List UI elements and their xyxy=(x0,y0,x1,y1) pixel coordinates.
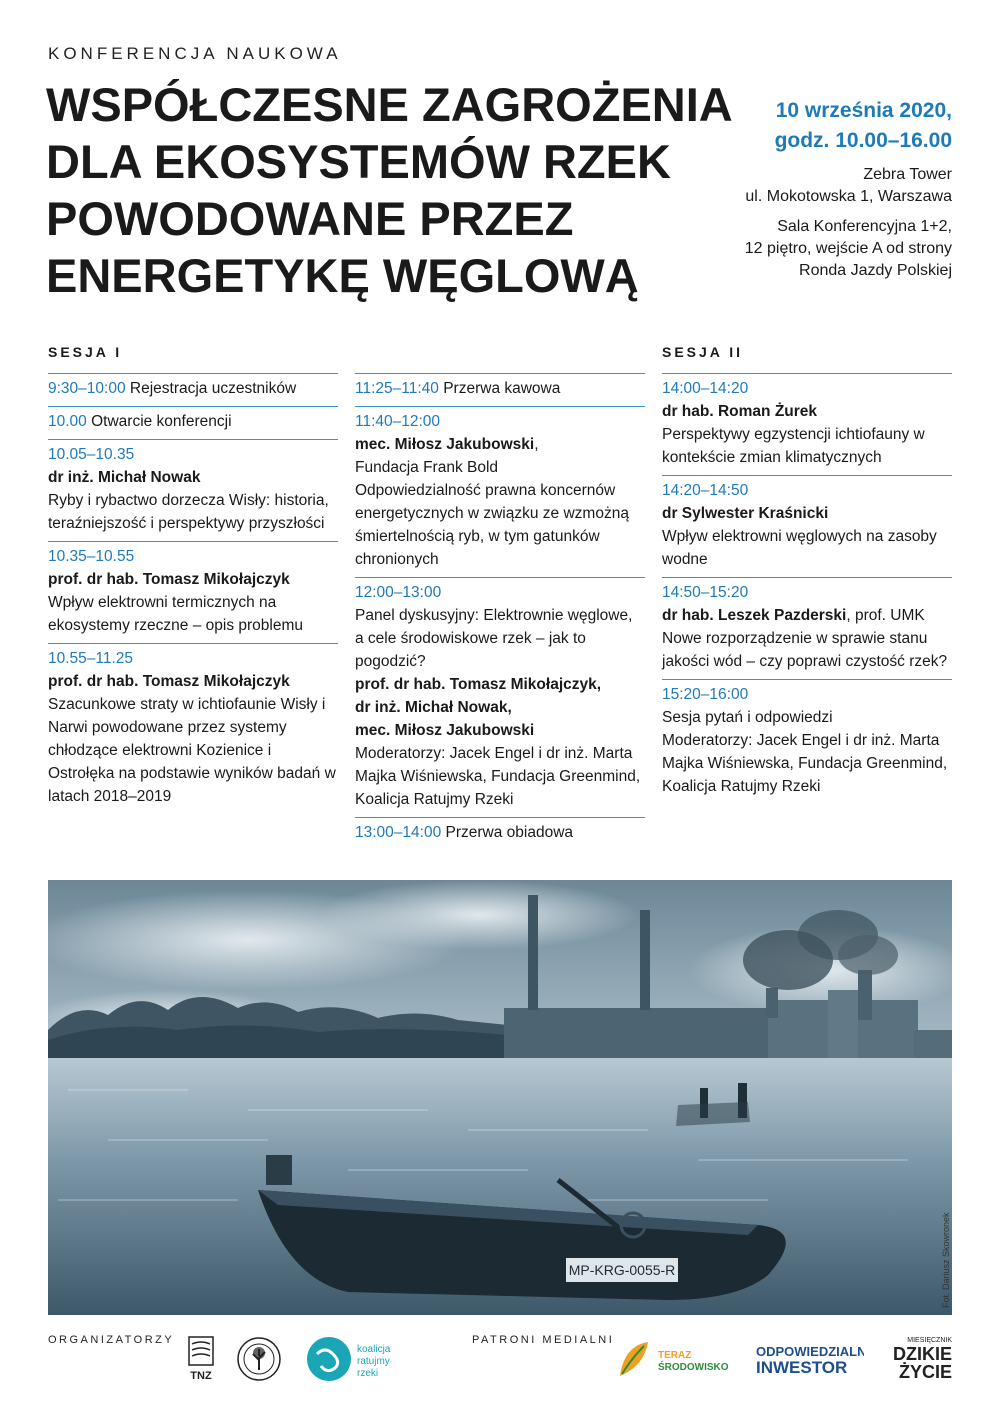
entry-time: 11:40–12:00 xyxy=(355,413,441,430)
entry-moderators: Moderatorzy: Jacek Engel i dr inż. Marta Majka Wiśniewska, Fundacja Greenmind, Koalicja Ratujmy Rzeki xyxy=(355,745,641,808)
patrons-label: PATRONI MEDIALNI xyxy=(472,1334,615,1346)
entry-speaker: dr hab. Roman Żurek xyxy=(662,403,818,420)
entry-speaker: mec. Miłosz Jakubowski xyxy=(355,722,535,739)
koalicja-line: koalicja xyxy=(357,1344,391,1355)
entry-speaker: prof. dr hab. Tomasz Mikołajczyk xyxy=(48,571,290,588)
entry-time: 10.55–11.25 xyxy=(48,650,134,667)
entry-time: 14:50–15:20 xyxy=(662,584,749,601)
session-2-label: SESJA II xyxy=(662,344,744,360)
entry-title: Przerwa kawowa xyxy=(438,380,561,397)
teraz-label: TERAZ xyxy=(658,1350,692,1361)
koalicja-line: ratujmy xyxy=(357,1356,390,1367)
entry-moderators: Moderatorzy: Jacek Engel i dr inż. Marta Majka Wiśniewska, Fundacja Greenmind, Koalicja Ratujmy Rzeki xyxy=(662,732,948,795)
title-line: ENERGETYKĘ WĘGLOWĄ xyxy=(46,249,639,302)
entry-title: Wpływ elektrowni termicznych na ekosystemy rzeczne – opis problemu xyxy=(48,594,304,634)
teraz-srodowisko-logo xyxy=(614,1336,734,1380)
title-line: POWODOWANE PRZEZ xyxy=(46,192,574,245)
entry-title: Odpowiedzialność prawna koncernów energetycznych w związku ze wzmożną śmiertelnością ryb, w tym gatunków chronionych xyxy=(355,482,629,568)
entry-time: 14:20–14:50 xyxy=(662,482,749,499)
program-column-3 xyxy=(662,340,952,804)
dzikie-zycie-logo xyxy=(870,1334,954,1384)
program-entry xyxy=(48,541,338,643)
entry-title: Wpływ elektrowni węglowych na zasoby wodne xyxy=(662,528,937,568)
program-entry xyxy=(662,679,952,804)
entry-time: 11:25–11:40 xyxy=(355,380,439,397)
program-entry xyxy=(355,577,645,817)
program-entry xyxy=(662,577,952,679)
venue xyxy=(652,164,952,208)
river-power-plant-photo xyxy=(48,880,952,1315)
photo-credit: Fot. Dariusz Skowronek xyxy=(941,1212,951,1308)
program-entry xyxy=(662,475,952,577)
venue-address: ul. Mokotowska 1, Warszawa xyxy=(745,188,952,205)
entry-time: 13:00–14:00 xyxy=(355,824,442,841)
program-column-2 xyxy=(355,340,645,850)
river-drop-icon xyxy=(305,1334,415,1384)
entry-time: 10.00 xyxy=(48,413,87,430)
inwestor-label: INWESTOR xyxy=(756,1358,848,1377)
entry-speaker: prof. dr hab. Tomasz Mikołajczyk, xyxy=(355,676,602,693)
entry-time: 10.35–10.55 xyxy=(48,548,135,565)
entry-title: Otwarcie konferencji xyxy=(86,413,232,430)
srodowisko-label: ŚRODOWISKO xyxy=(658,1362,729,1373)
program-entry xyxy=(48,643,338,814)
tnz-label: TNZ xyxy=(190,1370,212,1382)
program-entry xyxy=(662,373,952,475)
zycie-label: ŻYCIE xyxy=(898,1362,952,1382)
dzikie-label: DZIKIE xyxy=(892,1344,952,1364)
entry-title: Rejestracja uczestników xyxy=(125,380,297,397)
tree-icon xyxy=(236,1336,282,1382)
entry-speaker: dr Sylwester Kraśnicki xyxy=(662,505,829,522)
entry-title: Panel dyskusyjny: Elektrownie węglowe, a cele środowiskowe rzek – jak to pogodzić? xyxy=(355,607,633,670)
program-entry xyxy=(48,439,338,541)
entry-title: Ryby i rybactwo dorzecza Wisły: historia, teraźniejszość i perspektywy przyszłości xyxy=(48,492,329,532)
speaker-suffix: , prof. UMK xyxy=(846,607,925,624)
entry-time: 14:00–14:20 xyxy=(662,380,749,397)
entry-time: 15:20–16:00 xyxy=(662,686,749,703)
room-line: 12 piętro, wejście A od strony xyxy=(744,240,952,257)
entry-title: Sesja pytań i odpowiedzi xyxy=(662,709,833,726)
entry-time: 12:00–13:00 xyxy=(355,584,442,601)
event-hours: godz. 10.00–16.00 xyxy=(774,129,952,152)
entry-speaker: dr inż. Michał Nowak, xyxy=(355,699,512,716)
title-line: DLA EKOSYSTEMÓW RZEK xyxy=(46,135,671,188)
program-entry xyxy=(48,373,338,406)
leaf-icon xyxy=(614,1336,734,1380)
entry-speaker: dr inż. Michał Nowak xyxy=(48,469,201,486)
tnz-fish-icon xyxy=(186,1336,216,1382)
entry-time: 9:30–10:00 xyxy=(48,380,126,397)
entry-title: Nowe rozporządzenie w sprawie stanu jakości wód – czy poprawi czystość rzek? xyxy=(662,630,948,670)
program-entry xyxy=(48,406,338,439)
entry-speaker: mec. Miłosz Jakubowski xyxy=(355,436,535,453)
tree-seal-logo xyxy=(236,1336,282,1382)
title-line: WSPÓŁCZESNE ZAGROŻENIA xyxy=(46,78,733,131)
entry-time: 10.05–10.35 xyxy=(48,446,135,463)
event-date: 10 września 2020, xyxy=(775,99,952,122)
session-spacer xyxy=(355,340,645,373)
entry-speaker: dr hab. Leszek Pazderski xyxy=(662,607,847,624)
entry-title: Szacunkowe straty w ichtiofaunie Wisły i Narwi powodowane przez systemy chłodzące elektrowni Kozienice i Ostrołęka na podstawie wyników badań w latach 2018–2019 xyxy=(48,696,336,805)
room-line: Sala Konferencyjna 1+2, xyxy=(777,218,952,235)
venue-name: Zebra Tower xyxy=(863,166,952,183)
session-1-label: SESJA I xyxy=(48,344,123,360)
speaker-suffix: , xyxy=(534,436,539,453)
entry-title: Przerwa obiadowa xyxy=(441,824,574,841)
room-line: Ronda Jazdy Polskiej xyxy=(799,262,952,279)
event-info xyxy=(652,96,952,282)
koalicja-line: rzeki xyxy=(357,1368,379,1379)
organizers-label: ORGANIZATORZY xyxy=(48,1334,175,1346)
room-info xyxy=(652,216,952,282)
conference-kicker: KONFERENCJA NAUKOWA xyxy=(48,44,342,63)
conference-title xyxy=(46,76,733,304)
program-entry xyxy=(355,406,645,577)
tnz-logo xyxy=(186,1336,216,1382)
program-entry xyxy=(355,373,645,406)
entry-speaker: prof. dr hab. Tomasz Mikołajczyk xyxy=(48,673,290,690)
entry-affiliation: Fundacja Frank Bold xyxy=(355,459,499,476)
odpowiedzialny-label: ODPOWIEDZIALNY xyxy=(756,1344,864,1359)
program-column-1 xyxy=(48,340,338,814)
odpowiedzialny-inwestor-logo xyxy=(754,1340,864,1380)
koalicja-logo xyxy=(305,1334,415,1384)
program-entry xyxy=(355,817,645,850)
entry-title: Perspektywy egzystencji ichtiofauny w kontekście zmian klimatycznych xyxy=(662,426,925,466)
miesiecznik-label: MIESIĘCZNIK xyxy=(907,1337,952,1344)
boat-registration: MP-KRG-0055-R xyxy=(568,1262,676,1278)
